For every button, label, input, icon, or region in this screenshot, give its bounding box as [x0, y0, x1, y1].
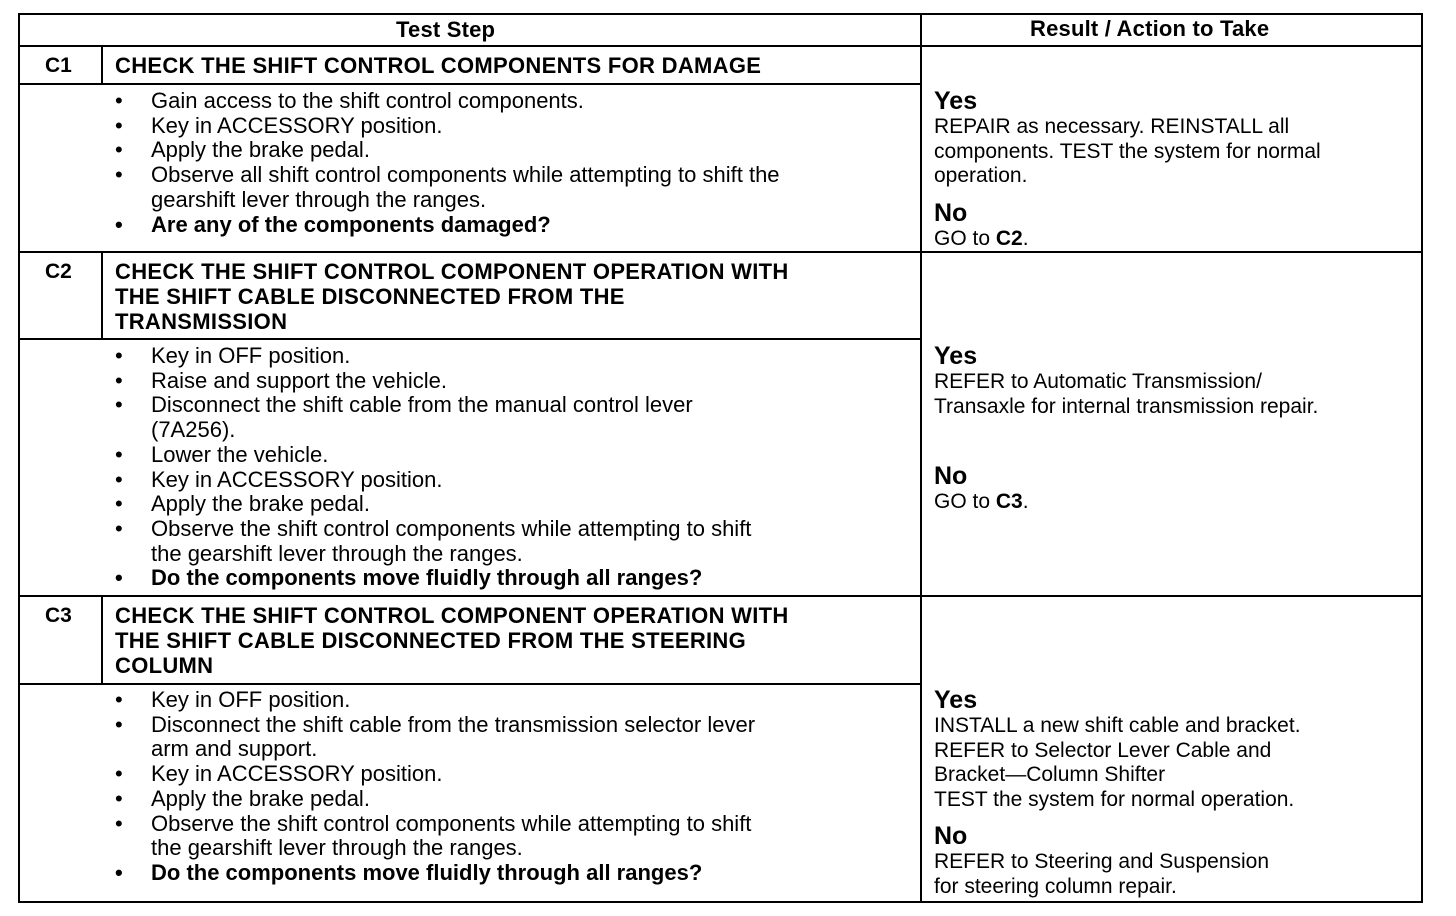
c2-id-divider	[101, 251, 103, 340]
step-title-line: CHECK THE SHIFT CONTROL COMPONENT OPERATION WITH	[115, 603, 789, 628]
list-item-question: • Do the components move fluidly through all ranges?	[115, 861, 755, 886]
yes-action: REFER to Automatic Transmission/ Transaxle for internal transmission repair.	[934, 370, 1319, 418]
c3-id-divider	[101, 595, 103, 685]
c1-id-divider	[101, 45, 103, 85]
step-bullets-c3	[115, 688, 755, 886]
result-c2-no	[934, 462, 1029, 515]
header-bottom-border	[18, 45, 1423, 47]
list-item: • Disconnect the shift cable from the manual control lever (7A256).	[115, 393, 751, 442]
yes-label: Yes	[934, 87, 978, 115]
table-top-border	[18, 13, 1423, 15]
step-id-c3: C3	[45, 604, 72, 627]
step-title-c3	[115, 603, 789, 678]
step-title-c1	[115, 53, 761, 78]
yes-action: REPAIR as necessary. REINSTALL all components. TEST the system for normal operation.	[934, 115, 1321, 187]
no-action: REFER to Steering and Suspension for steering column repair.	[934, 850, 1270, 898]
list-item: • Key in ACCESSORY position.	[115, 762, 755, 787]
list-item: • Lower the vehicle.	[115, 443, 751, 468]
list-item: • Observe all shift control components while attempting to shift the gearshift lever through the ranges.	[115, 163, 780, 212]
no-action: GO to C2.	[934, 226, 1029, 250]
c1-row-bottom-border	[18, 251, 1423, 253]
list-item: • Key in OFF position.	[115, 344, 751, 369]
column-divider	[920, 13, 922, 903]
step-title-line: THE SHIFT CABLE DISCONNECTED FROM THE	[115, 284, 625, 309]
no-label: No	[934, 462, 968, 490]
list-item-question: • Do the components move fluidly through all ranges?	[115, 566, 751, 591]
step-title-line: THE SHIFT CABLE DISCONNECTED FROM THE STEERING	[115, 628, 747, 653]
list-item: • Observe the shift control components while attempting to shift the gearshift lever through the ranges.	[115, 517, 751, 566]
table-right-border	[1421, 13, 1423, 903]
c1-title-bottom-border	[18, 83, 922, 85]
list-item: • Key in ACCESSORY position.	[115, 114, 780, 139]
step-bullets-c1	[115, 89, 780, 237]
list-item: • Apply the brake pedal.	[115, 787, 755, 812]
c2-title-bottom-border	[18, 338, 922, 340]
list-item: • Observe the shift control components while attempting to shift the gearshift lever through the ranges.	[115, 812, 755, 861]
list-item: • Apply the brake pedal.	[115, 492, 751, 517]
no-label: No	[934, 822, 968, 850]
yes-label: Yes	[934, 686, 978, 714]
step-title-c2	[115, 259, 789, 334]
header-test-step: Test Step	[396, 17, 496, 42]
result-c2-yes	[934, 342, 1318, 419]
list-item: • Apply the brake pedal.	[115, 138, 780, 163]
step-bullets-c2	[115, 344, 751, 591]
step-id-c1: C1	[45, 54, 72, 77]
list-item: • Key in ACCESSORY position.	[115, 468, 751, 493]
list-item: • Gain access to the shift control components.	[115, 89, 780, 114]
list-item: • Raise and support the vehicle.	[115, 369, 751, 394]
table-bottom-border	[18, 901, 1423, 903]
list-item: • Disconnect the shift cable from the transmission selector lever arm and support.	[115, 713, 755, 762]
step-title-line: COLUMN	[115, 653, 214, 678]
step-title-line: TRANSMISSION	[115, 309, 288, 334]
header-result-action: Result / Action to Take	[1030, 16, 1270, 41]
no-action: GO to C3.	[934, 490, 1029, 513]
result-c1	[934, 87, 1321, 251]
step-reference: C2	[995, 226, 1023, 250]
c2-row-bottom-border	[18, 595, 1423, 597]
step-reference: C3	[995, 490, 1023, 513]
list-item-question: • Are any of the components damaged?	[115, 213, 780, 238]
no-label: No	[934, 198, 968, 227]
result-c3	[934, 686, 1301, 899]
yes-action: INSTALL a new shift cable and bracket. REFER to Selector Lever Cable and Bracket—Column Shifter TEST the system for normal operation.	[934, 714, 1301, 811]
step-title-line: CHECK THE SHIFT CONTROL COMPONENT OPERATION WITH	[115, 259, 789, 284]
list-item: • Key in OFF position.	[115, 688, 755, 713]
step-id-c2: C2	[45, 260, 72, 283]
table-left-border	[18, 13, 20, 903]
step-title-line: CHECK THE SHIFT CONTROL COMPONENTS FOR DAMAGE	[115, 53, 762, 78]
c3-title-bottom-border	[18, 683, 922, 685]
yes-label: Yes	[934, 342, 978, 370]
